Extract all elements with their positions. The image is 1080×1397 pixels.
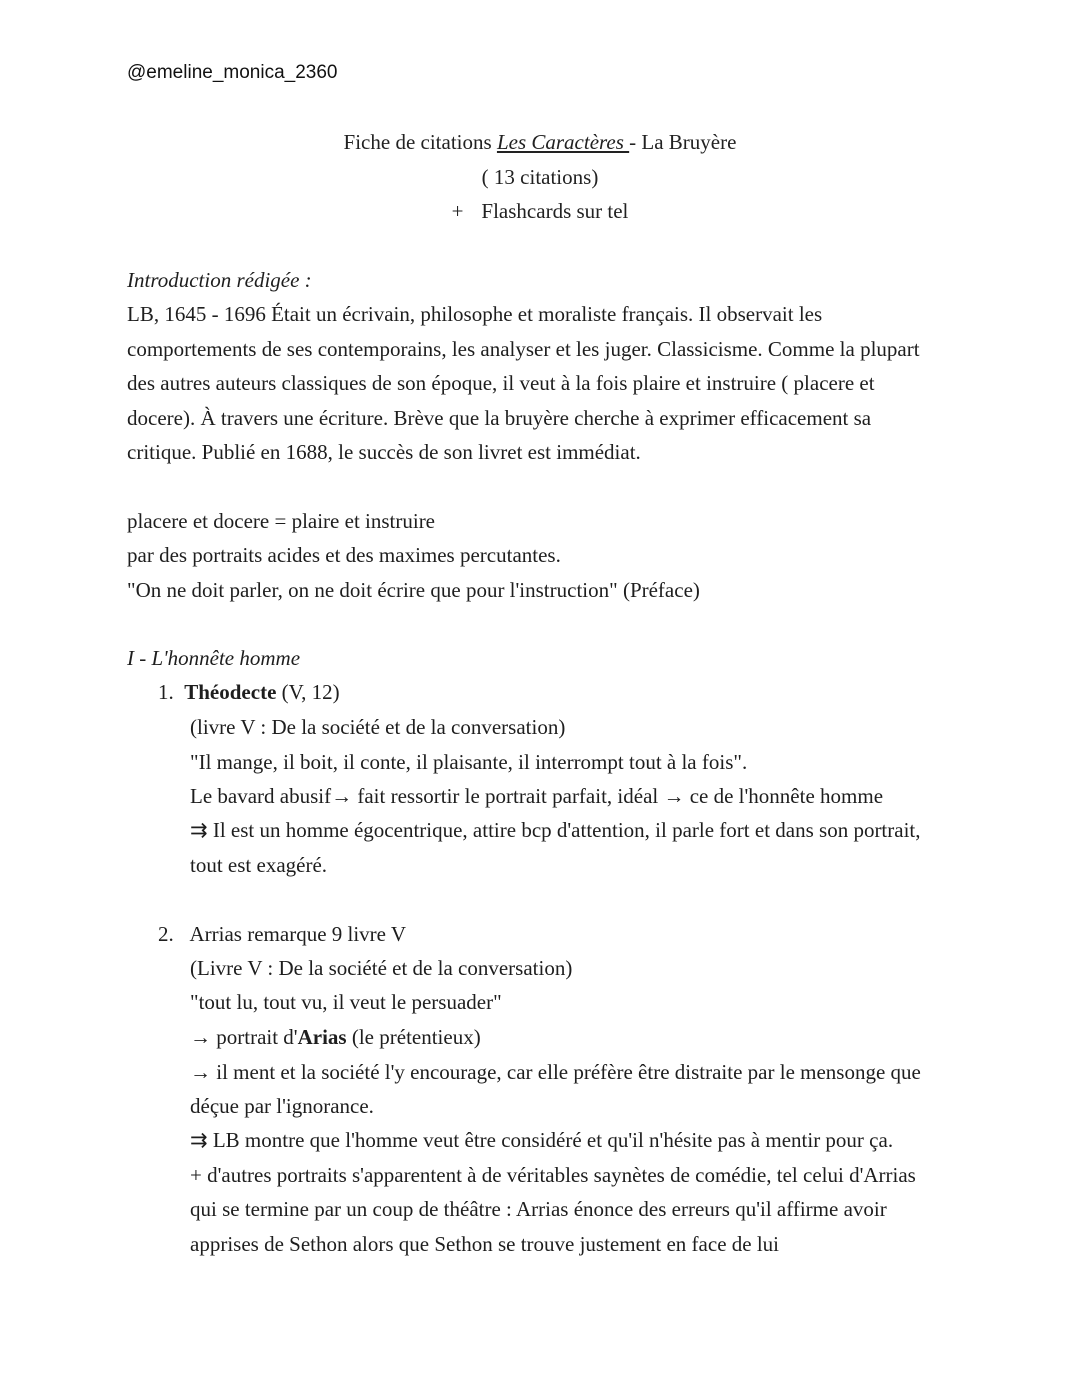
list-item-2-heading [158, 922, 406, 947]
list-item-line: ⇉ LB montre que l'homme veut être considéré et qu'il n'hésite pas à mentir pour ça. [190, 1128, 894, 1152]
list-item-line: tout est exagéré. [190, 853, 328, 877]
note-line: placere et docere = plaire et instruire [127, 509, 436, 533]
intro-heading: Introduction rédigée : [127, 268, 312, 292]
title-suffix: - La Bruyère [629, 130, 737, 154]
intro-line: comportements de ses contemporains, les analyser et les juger. Classicisme. Comme la plupart [127, 337, 920, 361]
list-item-line: (livre V : De la société et de la conversation) [190, 715, 566, 739]
flashcards-label: Flashcards sur tel [481, 199, 629, 223]
list-item-line: déçue par l'ignorance. [190, 1094, 374, 1118]
list-item-line: → il ment et la société l'y encourage, car elle préfère être distraite par le mensonge que [190, 1060, 921, 1084]
list-item-line: qui se termine par un coup de théâtre : Arrias énonce des erreurs qu'il affirme avoir [190, 1197, 887, 1221]
plus-sign: + [451, 199, 464, 223]
citation-count: ( 13 citations) [481, 165, 599, 189]
note-line: par des portraits acides et des maximes percutantes. [127, 543, 561, 567]
list-item-line: + d'autres portraits s'apparentent à de véritables saynètes de comédie, tel celui d'Arrias [190, 1163, 916, 1187]
intro-line: LB, 1645 - 1696 Était un écrivain, philosophe et moraliste français. Il observait les [127, 302, 823, 326]
intro-line: des autres auteurs classiques de son époque, il veut à la fois plaire et instruire ( placere et [127, 371, 875, 395]
character-ref: (V, 12) [276, 680, 340, 704]
list-item-line: Le bavard abusif→ fait ressortir le portrait parfait, idéal → ce de l'honnête homme [190, 784, 884, 808]
list-number: 1. [158, 680, 174, 704]
character-name: Théodecte [184, 680, 277, 704]
list-item-line: apprises de Sethon alors que Sethon se trouve justement en face de lui [190, 1232, 780, 1256]
intro-line: critique. Publié en 1688, le succès de son livret est immédiat. [127, 440, 641, 464]
preface-quote: "On ne doit parler, on ne doit écrire que pour l'instruction" (Préface) [127, 578, 700, 602]
list-item-line: ⇉ Il est un homme égocentrique, attire bcp d'attention, il parle fort et dans son portrait, [190, 818, 921, 842]
list-item-quote: "Il mange, il boit, il conte, il plaisante, il interrompt tout à la fois". [190, 750, 748, 774]
author-handle: @emeline_monica_2360 [127, 62, 338, 83]
list-item-quote: "tout lu, tout vu, il veut le persuader" [190, 990, 502, 1014]
list-item-portrait [190, 1025, 481, 1050]
title-prefix: Fiche de citations [343, 130, 497, 154]
book-title: Les Caractères [496, 130, 630, 154]
section-title: I - L'honnête homme [127, 646, 301, 670]
list-item-1-heading [158, 680, 340, 705]
document-title [0, 130, 1080, 155]
portrait-prefix: → portrait d' [190, 1025, 298, 1049]
intro-line: docere). À travers une écriture. Brève que la bruyère cherche à exprimer efficacement sa [127, 406, 872, 430]
character-name: Arias [297, 1025, 347, 1049]
list-number: 2. [158, 922, 174, 946]
list-item-line: (Livre V : De la société et de la conversation) [190, 956, 573, 980]
portrait-suffix: (le prétentieux) [346, 1025, 481, 1049]
character-heading: Arrias remarque 9 livre V [189, 922, 407, 946]
flashcards-note [0, 199, 1080, 224]
